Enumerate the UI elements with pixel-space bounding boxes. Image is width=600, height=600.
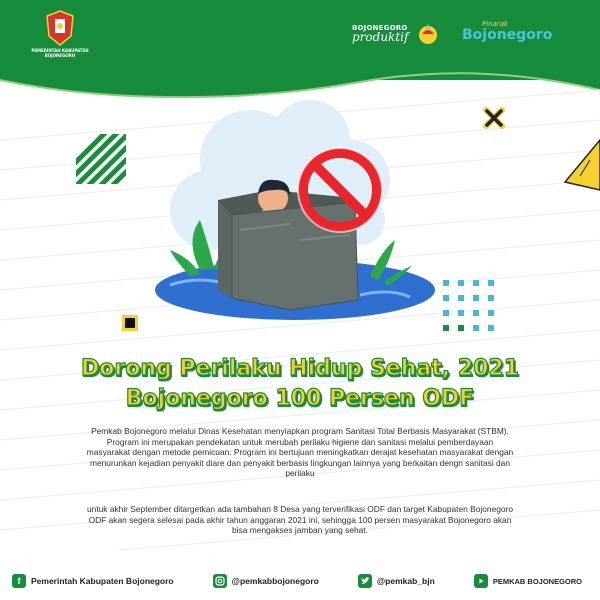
produktif-mark-icon <box>416 22 440 46</box>
instagram-link[interactable] <box>213 574 319 588</box>
instagram-icon <box>213 574 227 588</box>
government-logo-label: PEMERINTAH KABUPATEN BOJONEGORO <box>31 48 89 58</box>
facebook-icon: f <box>12 574 26 588</box>
illustration <box>0 90 600 350</box>
government-logo <box>30 10 90 58</box>
triangle-shape <box>565 140 600 190</box>
youtube-label: PEMKAB BOJONEGORO <box>492 576 582 586</box>
pinarak-line1: Pinarak <box>482 20 509 28</box>
pinarak-line2: Bojonegoro <box>462 27 553 43</box>
facebook-label: Pemerintah Kabupaten Bojonegoro <box>31 576 174 586</box>
twitter-link[interactable] <box>358 574 435 588</box>
facebook-link[interactable] <box>12 574 174 588</box>
x-mark-icon <box>486 110 502 126</box>
body-paragraph-1: Pemkab Bojonegoro melalui Dinas Kesehatan menyiapkan program Sanitasi Total Berbasis Masyarakat (STBM). Program ini merupakan pendekatan untuk merubah perilaku higiene dan sanitasi melalui pemberdayaan masyarakat dengan metode pemicuan. Program ini bertujuan meningkatkan derajat kesehatan masyarakat dengan menurunkan kejadian penyakit diare dan penyakit berbasis lingkungan lainnya yang berkaitan dengn sanitasi dan perilaku <box>86 426 514 479</box>
dot-grid <box>443 280 494 331</box>
instagram-label: @pemkabbojonegoro <box>231 576 319 586</box>
small-square-mark <box>122 315 138 331</box>
body-paragraph-2: untuk akhir September ditargetkan ada tambahan 8 Desa yang terverifikasi ODF dan target Kabupaten Bojonegoro ODF akan segera selesai pada akhir tahun anggaran 2021 ini, sehingga 100 persen masyarakat Bojonegoro akan bisa mengakses jamban yang sehat. <box>87 504 513 536</box>
youtube-icon <box>474 574 488 588</box>
front-wall <box>232 202 358 310</box>
twitter-icon <box>358 574 372 588</box>
headline-line2: Bojonegoro 100 Persen ODF <box>125 386 475 411</box>
pinarak-logo <box>462 20 552 43</box>
produktif-line2: produktif <box>352 30 409 44</box>
produktif-line1: BOJONEGORO <box>352 24 408 32</box>
produktif-logo <box>352 24 408 44</box>
emblem-icon <box>45 10 75 46</box>
headline-line1: Dorong Perilaku Hidup Sehat, 2021 <box>81 356 519 381</box>
youtube-link[interactable] <box>474 574 582 588</box>
twitter-label: @pemkab_bjn <box>376 576 435 586</box>
striped-square <box>48 130 168 190</box>
social-footer <box>0 566 600 596</box>
